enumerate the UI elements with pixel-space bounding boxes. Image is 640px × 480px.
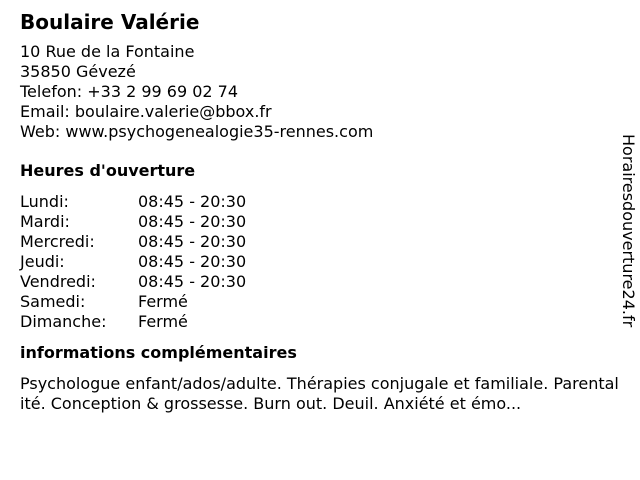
business-card <box>20 10 619 414</box>
hours-row-wednesday <box>20 232 610 252</box>
time-value: 08:45 - 20:30 <box>138 252 247 271</box>
time-value: 08:45 - 20:30 <box>138 212 247 231</box>
address-city: 35850 Gévezé <box>20 62 136 81</box>
day-label: Mardi: <box>20 212 70 231</box>
time-value: 08:45 - 20:30 <box>138 192 247 211</box>
day-label: Mercredi: <box>20 232 95 251</box>
hours-row-friday <box>20 272 610 292</box>
info-description: Psychologue enfant/ados/adulte. Thérapies conjugale et familiale. Parentalité. Conception & grossesse. Burn out. Deuil. Anxiété et émo... <box>20 374 619 413</box>
time-value: Fermé <box>138 292 188 311</box>
time-value: 08:45 - 20:30 <box>138 272 247 291</box>
phone-line: Telefon: +33 2 99 69 02 74 <box>20 82 239 101</box>
time-value: 08:45 - 20:30 <box>138 232 247 251</box>
hours-row-tuesday <box>20 212 610 232</box>
day-label: Samedi: <box>20 292 86 311</box>
day-label: Dimanche: <box>20 312 107 331</box>
hours-row-monday <box>20 192 610 212</box>
site-watermark: Horairesdouverture24.fr <box>619 134 638 328</box>
hours-row-saturday <box>20 292 610 312</box>
email-line: Email: boulaire.valerie@bbox.fr <box>20 102 272 121</box>
day-label: Lundi: <box>20 192 69 211</box>
business-name: Boulaire Valérie <box>20 10 200 34</box>
day-label: Vendredi: <box>20 272 96 291</box>
day-label: Jeudi: <box>20 252 65 271</box>
info-heading: informations complémentaires <box>20 343 297 362</box>
address-street: 10 Rue de la Fontaine <box>20 42 195 61</box>
web-line: Web: www.psychogenealogie35-rennes.com <box>20 122 374 141</box>
hours-row-thursday <box>20 252 610 272</box>
time-value: Fermé <box>138 312 188 331</box>
hours-row-sunday <box>20 312 610 332</box>
hours-heading: Heures d'ouverture <box>20 161 196 180</box>
